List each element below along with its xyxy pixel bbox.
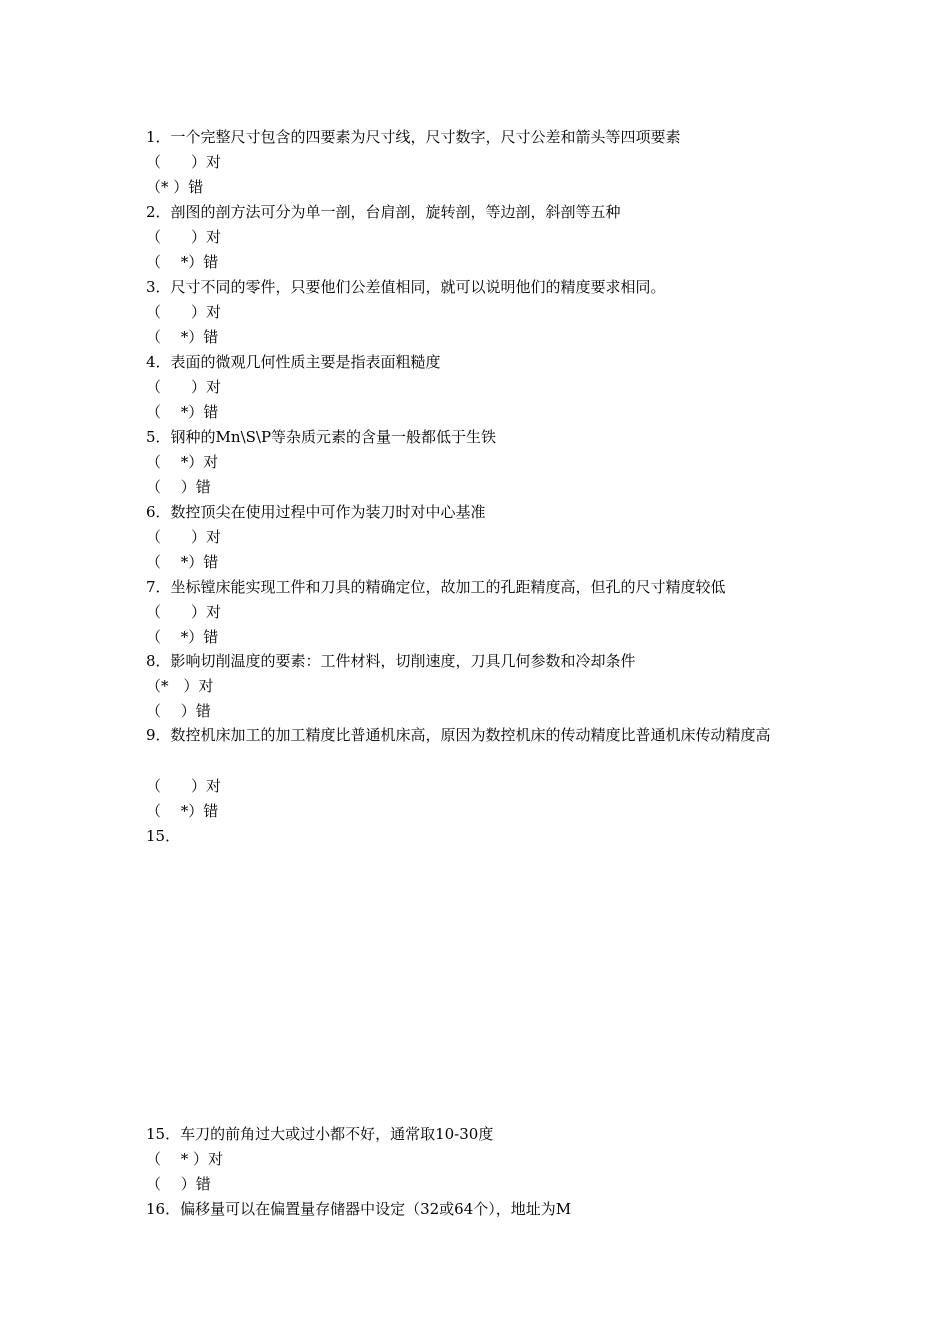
question-2-option-correct: （ ）对 xyxy=(146,228,222,246)
question-15-text: 15．车刀的前角过大或过小都不好，通常取10-30度 xyxy=(146,1125,494,1143)
question-1-text: 1．一个完整尺寸包含的四要素为尺寸线，尺寸数字，尺寸公差和箭头等四项要素 xyxy=(146,128,681,146)
question-7-text: 7．坐标镗床能实现工件和刀具的精确定位，故加工的孔距精度高，但孔的尺寸精度较低 xyxy=(146,578,726,596)
question-2-option-wrong: （ *）错 xyxy=(146,253,219,271)
question-5-option-correct: （ *）对 xyxy=(146,453,219,471)
question-15-option-wrong: （ ）错 xyxy=(146,1175,211,1193)
question-7-option-wrong: （ *）错 xyxy=(146,628,219,646)
question-6-option-correct: （ ）对 xyxy=(146,528,222,546)
question-4-option-correct: （ ）对 xyxy=(146,378,222,396)
question-6-text: 6．数控顶尖在使用过程中可作为装刀时对中心基准 xyxy=(146,503,486,521)
question-5-option-wrong: （ ）错 xyxy=(146,478,211,496)
question-7-option-correct: （ ）对 xyxy=(146,603,222,621)
question-2-text: 2．剖图的剖方法可分为单一剖，台肩剖，旋转剖，等边剖，斜剖等五种 xyxy=(146,203,621,221)
question-15-option-correct: （ * ）对 xyxy=(146,1150,224,1168)
question-4-option-wrong: （ *）错 xyxy=(146,403,219,421)
question-8-text: 8．影响切削温度的要素：工件材料，切削速度，刀具几何参数和冷却条件 xyxy=(146,652,636,670)
question-4-text: 4．表面的微观几何性质主要是指表面粗糙度 xyxy=(146,353,441,371)
question-3-text: 3．尺寸不同的零件，只要他们公差值相同，就可以说明他们的精度要求相同。 xyxy=(146,278,666,296)
question-9-option-correct: （ ）对 xyxy=(146,777,222,795)
question-1-option-wrong: （* ）错 xyxy=(146,178,204,196)
question-16-text: 16．偏移量可以在偏置量存储器中设定（32或64个），地址为M xyxy=(146,1200,572,1218)
question-9-text: 9．数控机床加工的加工精度比普通机床高，原因为数控机床的传动精度比普通机床传动精度高 xyxy=(146,726,771,744)
question-5-text: 5．钢种的Mn\S\P等杂质元素的含量一般都低于生铁 xyxy=(146,428,497,446)
question-8-option-correct: （* ）对 xyxy=(146,677,214,695)
question-6-option-wrong: （ *）错 xyxy=(146,553,219,571)
question-3-option-correct: （ ）对 xyxy=(146,303,222,321)
question-8-option-wrong: （ ）错 xyxy=(146,702,211,720)
orphan-question-number: 15． xyxy=(146,827,181,845)
question-3-option-wrong: （ *）错 xyxy=(146,328,219,346)
question-1-option-correct: （ ）对 xyxy=(146,153,222,171)
question-9-option-wrong: （ *）错 xyxy=(146,802,219,820)
